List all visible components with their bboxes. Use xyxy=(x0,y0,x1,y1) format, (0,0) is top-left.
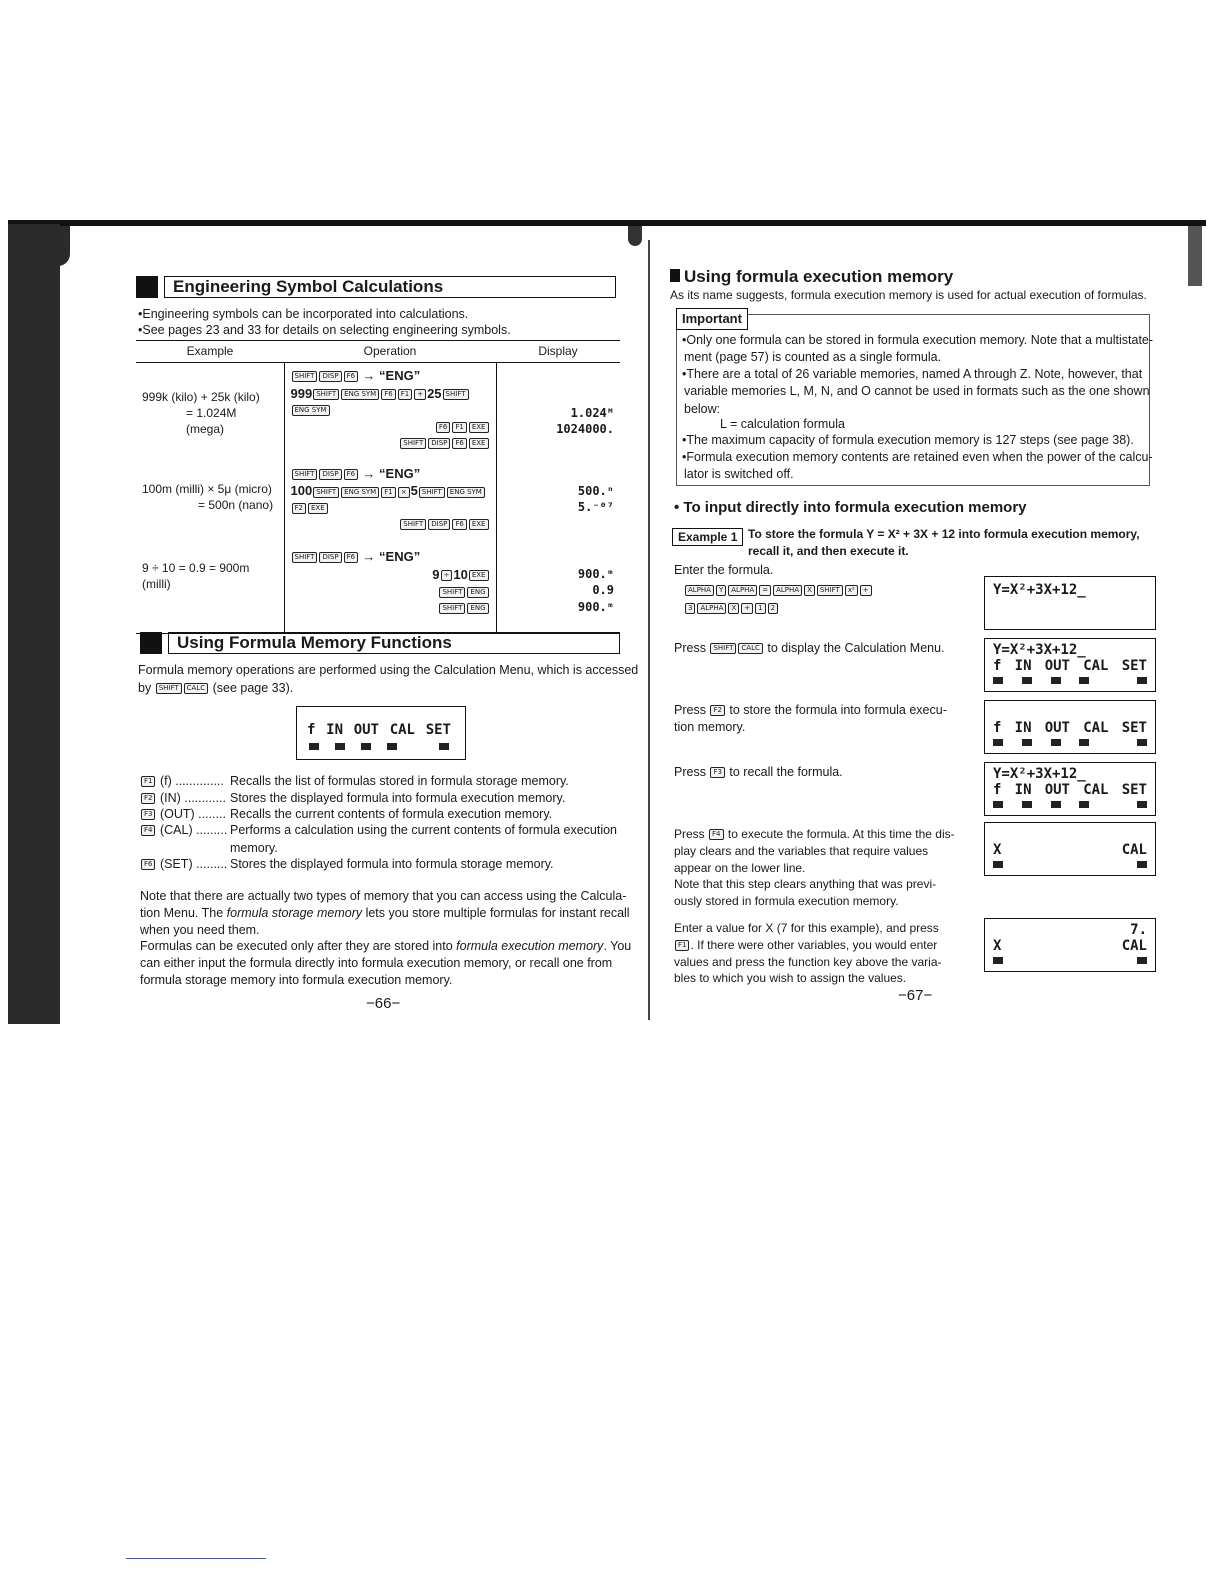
table-row xyxy=(136,363,620,455)
fkey-markers xyxy=(993,739,1147,746)
f1-key-icon: F1 xyxy=(141,776,155,787)
op-line xyxy=(291,566,490,584)
lcd-menu-row xyxy=(993,657,1147,676)
f6-key-icon: F6 xyxy=(141,859,155,870)
f1-key-icon: F1 xyxy=(675,940,689,951)
fkey-item-f1 xyxy=(140,773,224,790)
menu-out: OUT xyxy=(1044,720,1070,736)
f6-marker-icon xyxy=(439,743,449,750)
f1-marker-icon xyxy=(993,677,1003,684)
exe-key-icon: EXE xyxy=(469,570,489,581)
f6-key-icon: F6 xyxy=(344,371,358,382)
lcd-calc-menu xyxy=(984,638,1156,692)
shift-key-icon: SHIFT xyxy=(400,519,426,530)
step-text: to store the formula into formula execu- xyxy=(729,703,947,717)
alpha-key-icon: ALPHA xyxy=(773,585,802,596)
footer-rule xyxy=(126,1558,266,1559)
intro-pre: by xyxy=(138,681,152,695)
display-value: 900.ᵐ xyxy=(577,567,614,582)
lcd-variable-prompt xyxy=(984,822,1156,876)
step-4-cont: appear on the lower line. xyxy=(674,861,806,875)
f2-key-icon: F2 xyxy=(710,705,724,716)
step-3 xyxy=(674,764,843,781)
exe-key-icon: EXE xyxy=(469,438,489,449)
fkey-desc: Recalls the current contents of formula execution memory. xyxy=(230,807,553,821)
f6-key-icon: F6 xyxy=(344,552,358,563)
plus-key-icon: + xyxy=(860,585,872,596)
f4-key-icon: F4 xyxy=(709,829,723,840)
menu-in: IN xyxy=(1014,782,1032,798)
f2-key-icon: F2 xyxy=(141,793,155,804)
intro-post: (see page 33). xyxy=(212,681,294,695)
fkey-desc: Performs a calculation using the current contents of formula execution xyxy=(230,823,618,837)
menu-out: OUT xyxy=(1044,782,1070,798)
intro-line-1: Formula memory operations are performed using the Calculation Menu, which is accessed xyxy=(138,663,639,677)
f1-key-icon: F1 xyxy=(381,487,395,498)
alpha-key-icon: ALPHA xyxy=(685,585,714,596)
note-emphasis: formula execution memory xyxy=(456,939,604,953)
display-key-icon: DISP xyxy=(428,438,450,449)
menu-in: IN xyxy=(1014,720,1032,736)
lcd-var-x: X xyxy=(993,842,1002,858)
op-mode: → “ENG” xyxy=(362,465,421,481)
f2-marker-icon xyxy=(335,743,345,750)
page-number-left: −66− xyxy=(366,995,401,1012)
important-line: •Only one formula can be stored in formula execution memory. Note that a multistate- xyxy=(682,333,1154,347)
page-top-edge xyxy=(8,220,1206,226)
eng-sym-key-icon: ENG SYM xyxy=(292,405,330,416)
shift-key-icon: SHIFT xyxy=(443,389,469,400)
f1-marker-icon xyxy=(993,739,1003,746)
right-subtitle: As its name suggests, formula execution memory is used for actual execution of formulas. xyxy=(670,288,1147,302)
note-text: tion Menu. The xyxy=(140,906,227,920)
op-line xyxy=(291,516,490,532)
alpha-key-icon: ALPHA xyxy=(728,585,757,596)
shift-key-icon: SHIFT xyxy=(156,683,182,694)
section-marker-icon xyxy=(670,269,680,282)
f4-marker-icon xyxy=(1079,677,1089,684)
operation-cell xyxy=(284,455,496,536)
lcd-text: Y=X²+3X+12_ xyxy=(993,642,1086,658)
menu-out: OUT xyxy=(353,722,379,738)
example-label: Example 1 xyxy=(672,528,743,546)
fkey-markers xyxy=(993,677,1147,684)
display-cell xyxy=(496,455,620,536)
f5-blank xyxy=(1108,801,1118,808)
note-line: can either input the formula directly into formula execution memory, or recall one from xyxy=(140,956,613,970)
menu-row xyxy=(307,721,451,740)
plus-key-icon: + xyxy=(414,389,426,400)
x-key-icon: X xyxy=(804,585,815,596)
step-5-cont: bles to which you wish to assign the values. xyxy=(674,971,907,985)
book-left-edge xyxy=(8,224,60,1024)
fkey-markers xyxy=(993,861,1147,868)
one-key-icon: 1 xyxy=(755,603,765,614)
right-title-text: Using formula execution memory xyxy=(684,267,954,286)
menu-f: f xyxy=(307,722,316,738)
y-key-icon: Y xyxy=(716,585,726,596)
lcd-recalled xyxy=(984,762,1156,816)
shift-key-icon: SHIFT xyxy=(817,585,843,596)
header-example: Example xyxy=(136,341,284,363)
engineering-table xyxy=(136,340,620,634)
display-value: 900.ᵐ xyxy=(577,599,614,614)
lcd-result xyxy=(984,918,1156,972)
lcd-formula-entry xyxy=(984,576,1156,630)
important-line: below: xyxy=(684,402,721,416)
book-spine-top xyxy=(628,226,642,246)
step-5-cont xyxy=(674,937,937,953)
op-number: 10 xyxy=(453,566,468,582)
f6-key-icon: F6 xyxy=(436,422,450,433)
shift-key-icon: SHIFT xyxy=(292,469,318,480)
table-row xyxy=(136,536,620,633)
shift-key-icon: SHIFT xyxy=(313,487,339,498)
example-line: = 500n (nano) xyxy=(198,497,274,512)
f6-key-icon: F6 xyxy=(344,469,358,480)
x-squared-key-icon: x² xyxy=(845,585,858,596)
fkey-markers xyxy=(993,801,1147,808)
fkey-label: (IN) ............ xyxy=(159,791,226,805)
menu-set: SET xyxy=(1121,720,1147,736)
lcd-var-x: X xyxy=(993,938,1002,954)
op-line xyxy=(291,434,490,450)
menu-out: OUT xyxy=(1044,658,1070,674)
f1-marker-icon xyxy=(993,957,1003,964)
section-formula-memory-heading xyxy=(140,632,620,654)
lcd-var-row xyxy=(993,937,1147,956)
fkey-markers xyxy=(309,743,449,750)
display-value: 0.9 xyxy=(592,583,614,598)
display-key-icon: DISP xyxy=(319,371,341,382)
f6-key-icon: F6 xyxy=(452,438,466,449)
op-line xyxy=(291,367,490,385)
key-sequence-line-2 xyxy=(684,600,779,617)
eng-key-icon: ENG xyxy=(467,603,488,614)
op-line xyxy=(291,465,490,483)
bullet-1: •Engineering symbols can be incorporated into calculations. xyxy=(138,307,469,321)
note-text: lets you store multiple formulas for instant recall xyxy=(362,906,630,920)
menu-in: IN xyxy=(1014,658,1032,674)
op-number: 9 xyxy=(432,566,440,582)
exe-key-icon: EXE xyxy=(469,422,489,433)
example-cell xyxy=(136,536,284,633)
exe-key-icon: EXE xyxy=(308,503,328,514)
divide-key-icon: ÷ xyxy=(441,570,453,581)
example-cell xyxy=(136,455,284,536)
f4-key-icon: F4 xyxy=(141,825,155,836)
shift-key-icon: SHIFT xyxy=(419,487,445,498)
op-line xyxy=(291,548,490,566)
shift-key-icon: SHIFT xyxy=(292,552,318,563)
note-line xyxy=(140,938,631,955)
section-marker-icon xyxy=(136,276,158,298)
f1-marker-icon xyxy=(993,861,1003,868)
key-sequence-line-1 xyxy=(684,582,873,599)
display-value: 500.ⁿ xyxy=(577,483,614,498)
fkey-desc: Stores the displayed formula into formula execution memory. xyxy=(230,791,566,805)
step-4-cont: Note that this step clears anything that was previ- xyxy=(674,877,937,891)
fkey-label: (f) .............. xyxy=(159,774,224,788)
op-line xyxy=(291,599,490,615)
book-right-edge xyxy=(1188,226,1202,286)
example-text: recall it, and then execute it. xyxy=(748,544,909,558)
step-4 xyxy=(674,826,955,842)
display-cell xyxy=(496,536,620,633)
op-line xyxy=(291,385,490,419)
lcd-cal: CAL xyxy=(1121,938,1147,954)
calc-key-icon: CALC xyxy=(738,643,762,654)
op-mode: → “ENG” xyxy=(362,368,421,383)
header-operation: Operation xyxy=(284,341,496,363)
eng-sym-key-icon: ENG SYM xyxy=(341,487,379,498)
plus-key-icon: + xyxy=(741,603,753,614)
section-engineering-heading xyxy=(136,276,616,298)
step-text: Press xyxy=(674,827,705,841)
lcd-cal: CAL xyxy=(1121,842,1147,858)
shift-key-icon: SHIFT xyxy=(292,371,318,382)
example-line: = 1.024M (mega) xyxy=(186,406,237,437)
fkey-item-f6 xyxy=(140,856,227,873)
fkey-item-f2 xyxy=(140,790,226,807)
book-spine-line xyxy=(648,240,650,1020)
f3-marker-icon xyxy=(1051,801,1061,808)
three-key-icon: 3 xyxy=(685,603,695,614)
f2-marker-icon xyxy=(1022,801,1032,808)
menu-set: SET xyxy=(1121,658,1147,674)
menu-cal: CAL xyxy=(1083,720,1109,736)
lcd-var-row xyxy=(993,841,1147,860)
note-line: when you need them. xyxy=(140,923,260,937)
op-number: 25 xyxy=(427,385,442,401)
step-text: to recall the formula. xyxy=(729,765,843,779)
step-text: Press xyxy=(674,703,706,717)
operation-cell xyxy=(284,536,496,633)
shift-key-icon: SHIFT xyxy=(710,643,736,654)
eng-sym-key-icon: ENG SYM xyxy=(341,389,379,400)
intro-line-2 xyxy=(138,680,293,697)
f6-marker-icon xyxy=(1137,677,1147,684)
menu-f: f xyxy=(993,782,1002,798)
display-key-icon: DISP xyxy=(319,469,341,480)
section-title: Engineering Symbol Calculations xyxy=(164,276,616,298)
f1-marker-icon xyxy=(309,743,319,750)
menu-set: SET xyxy=(425,722,451,738)
operation-cell xyxy=(284,363,496,455)
lcd-menu-row xyxy=(993,719,1147,738)
f3-key-icon: F3 xyxy=(141,809,155,820)
important-line: ment (page 57) is counted as a single formula. xyxy=(684,350,942,364)
example-line: 100m (milli) × 5μ (micro) xyxy=(142,481,272,496)
f3-marker-icon xyxy=(1051,739,1061,746)
lcd-value: 7. xyxy=(1130,922,1147,938)
fkey-desc: Recalls the list of formulas stored in formula storage memory. xyxy=(230,774,569,788)
exe-key-icon: EXE xyxy=(469,519,489,530)
f5-blank xyxy=(1108,739,1118,746)
shift-key-icon: SHIFT xyxy=(439,603,465,614)
example-text: To store the formula Y = X² + 3X + 12 into formula execution memory, xyxy=(748,527,1140,541)
step-1 xyxy=(674,640,945,657)
x-key-icon: X xyxy=(728,603,739,614)
lcd-text: Y=X²+3X+12_ xyxy=(993,766,1086,782)
f6-marker-icon xyxy=(1137,739,1147,746)
note-line: Note that there are actually two types of memory that you can access using the Calcula- xyxy=(140,889,627,903)
calc-menu-display xyxy=(296,706,466,760)
example-line: 9 ÷ 10 = 0.9 = 900m (milli) xyxy=(142,561,250,592)
important-line: L = calculation formula xyxy=(720,417,845,431)
f2-marker-icon xyxy=(1022,677,1032,684)
step-5-cont: values and press the function key above the varia- xyxy=(674,955,942,969)
menu-f: f xyxy=(993,658,1002,674)
important-line: •There are a total of 26 variable memories, named A through Z. Note, however, that xyxy=(682,367,1143,381)
important-line: variable memories L, M, N, and O cannot be used in formats such as the one shown xyxy=(684,384,1150,398)
bullet-2: •See pages 23 and 33 for details on selecting engineering symbols. xyxy=(138,323,511,337)
two-key-icon: 2 xyxy=(768,603,778,614)
note-text: . You xyxy=(603,939,632,953)
op-line xyxy=(291,583,490,599)
f1-marker-icon xyxy=(993,801,1003,808)
f4-marker-icon xyxy=(1079,801,1089,808)
f4-marker-icon xyxy=(1079,739,1089,746)
section-title: Using Formula Memory Functions xyxy=(168,632,620,654)
f3-key-icon: F3 xyxy=(710,767,724,778)
alpha-key-icon: ALPHA xyxy=(697,603,726,614)
important-line: lator is switched off. xyxy=(684,467,794,481)
step-4-cont: ously stored in formula execution memory. xyxy=(674,894,899,908)
op-line xyxy=(291,418,490,434)
lcd-menu-row xyxy=(993,781,1147,800)
section-marker-icon xyxy=(140,632,162,654)
menu-f: f xyxy=(993,720,1002,736)
op-mode: → “ENG” xyxy=(362,549,421,565)
fkey-label: (OUT) ........ xyxy=(159,807,226,821)
important-line: •The maximum capacity of formula execution memory is 127 steps (see page 38). xyxy=(682,433,1134,447)
subsection-heading: • To input directly into formula execution memory xyxy=(674,499,1027,516)
fkey-label: (CAL) ......... xyxy=(159,823,228,837)
shift-key-icon: SHIFT xyxy=(439,587,465,598)
shift-key-icon: SHIFT xyxy=(400,438,426,449)
display-key-icon: DISP xyxy=(428,519,450,530)
f6-marker-icon xyxy=(1137,861,1147,868)
f5-blank xyxy=(1108,677,1118,684)
step-text: Press xyxy=(674,765,706,779)
important-label: Important xyxy=(676,308,748,330)
example-cell xyxy=(136,363,284,455)
step-2-cont: tion memory. xyxy=(674,720,746,734)
note-line: formula storage memory into formula execution memory. xyxy=(140,973,453,987)
enter-formula: Enter the formula. xyxy=(674,563,774,577)
step-2 xyxy=(674,702,947,719)
step-text: to display the Calculation Menu. xyxy=(767,641,945,655)
header-display: Display xyxy=(496,341,620,363)
step-text: to execute the formula. At this time the dis- xyxy=(727,827,955,841)
eng-key-icon: ENG xyxy=(467,587,488,598)
display-value: 1024000. xyxy=(556,422,614,437)
display-value: 1.024ᴹ xyxy=(570,406,614,420)
f4-marker-icon xyxy=(387,743,397,750)
fkey-label: (SET) ......... xyxy=(159,857,228,871)
book-left-edge-corner xyxy=(58,226,70,266)
table-header-row xyxy=(136,341,620,363)
note-text: Formulas can be executed only after they are stored into xyxy=(140,939,457,953)
display-value: 5.⁻⁰⁷ xyxy=(577,499,614,514)
page-number-right: −67− xyxy=(898,987,933,1004)
important-line: •Formula execution memory contents are retained even when the power of the calcu- xyxy=(682,450,1153,464)
f6-marker-icon xyxy=(1137,957,1147,964)
lcd-text: Y=X²+3X+12_ xyxy=(993,582,1086,598)
f5-blank xyxy=(413,743,423,750)
op-number: 999 xyxy=(290,385,313,401)
op-number: 100 xyxy=(290,483,313,499)
fkey-desc-cont: memory. xyxy=(230,841,278,855)
step-5: Enter a value for X (7 for this example), and press xyxy=(674,921,939,935)
example-line: 999k (kilo) + 25k (kilo) xyxy=(142,390,260,404)
table-row xyxy=(136,455,620,536)
op-number: 5 xyxy=(410,483,418,499)
equals-key-icon: = xyxy=(759,585,771,596)
f6-marker-icon xyxy=(1137,801,1147,808)
fkey-markers xyxy=(993,957,1147,964)
f1-key-icon: F1 xyxy=(452,422,466,433)
display-key-icon: DISP xyxy=(319,552,341,563)
lcd-stored-menu xyxy=(984,700,1156,754)
f1-key-icon: F1 xyxy=(398,389,412,400)
menu-cal: CAL xyxy=(1083,782,1109,798)
f2-key-icon: F2 xyxy=(292,503,306,514)
right-title xyxy=(670,266,953,289)
times-key-icon: × xyxy=(398,487,410,498)
calc-key-icon: CALC xyxy=(184,683,208,694)
menu-cal: CAL xyxy=(1083,658,1109,674)
menu-in: IN xyxy=(326,722,343,738)
f6-key-icon: F6 xyxy=(381,389,395,400)
op-line xyxy=(291,482,490,516)
step-text: Press xyxy=(674,641,706,655)
f3-marker-icon xyxy=(361,743,371,750)
note-line xyxy=(140,905,630,922)
fkey-item-f3 xyxy=(140,806,226,823)
eng-sym-key-icon: ENG SYM xyxy=(447,487,485,498)
f3-marker-icon xyxy=(1051,677,1061,684)
fkey-item-f4 xyxy=(140,822,227,839)
note-emphasis: formula storage memory xyxy=(226,906,363,920)
menu-cal: CAL xyxy=(389,722,415,738)
display-cell xyxy=(496,363,620,455)
shift-key-icon: SHIFT xyxy=(313,389,339,400)
f2-marker-icon xyxy=(1022,739,1032,746)
step-text: . If there were other variables, you would enter xyxy=(690,938,938,952)
f6-key-icon: F6 xyxy=(452,519,466,530)
menu-set: SET xyxy=(1121,782,1147,798)
step-4-cont: play clears and the variables that require values xyxy=(674,844,929,858)
fkey-desc: Stores the displayed formula into formula storage memory. xyxy=(230,857,554,871)
